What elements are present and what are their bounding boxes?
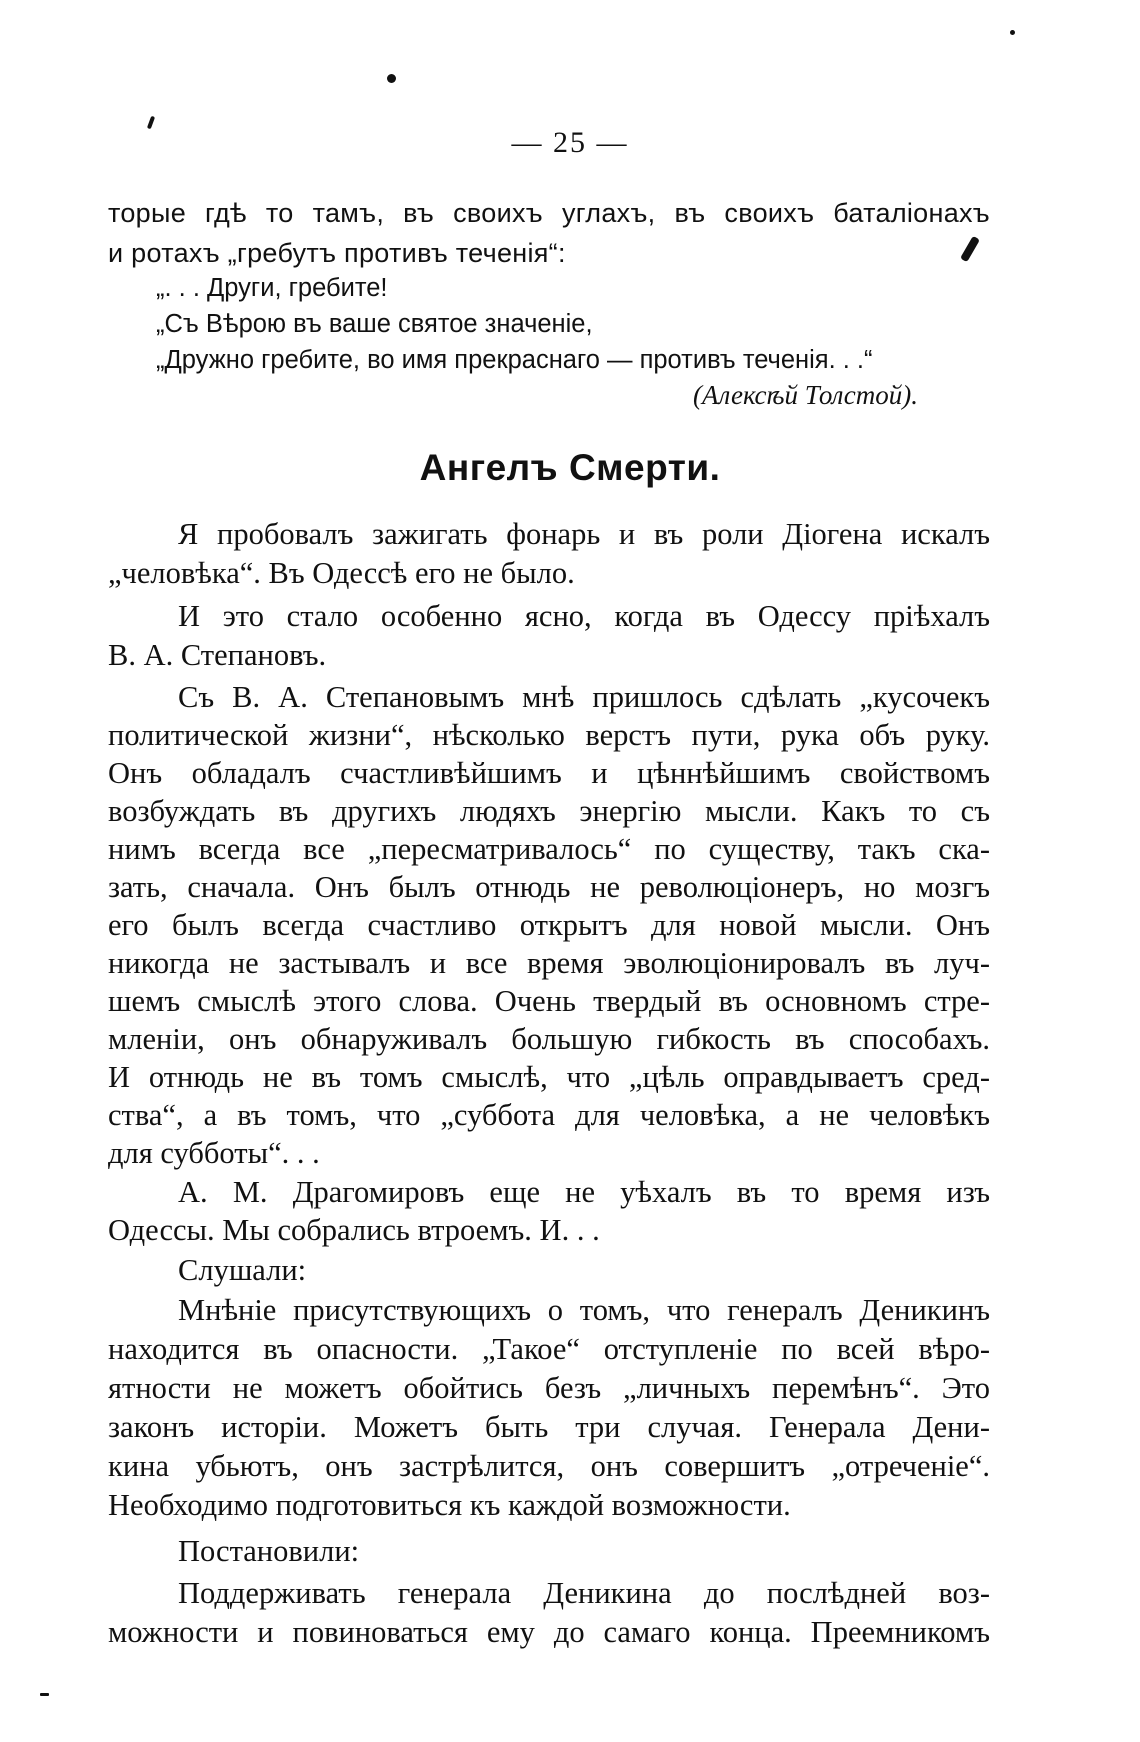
- intro-line-1: торые гдѣ то тамъ, въ своихъ углахъ, въ своихъ баталіонахъ: [108, 198, 990, 228]
- p4-line-2: Одессы. Мы собрались втроемъ. И. . .: [108, 1213, 600, 1247]
- p3-line-4: возбуждать въ другихъ людяхъ энергію мысли. Какъ то съ: [108, 794, 990, 828]
- p2-line-2: В. А. Степановъ.: [108, 638, 327, 672]
- p5-line-4: законъ исторіи. Можетъ быть три случая. Генерала Дени-: [108, 1410, 990, 1444]
- p3-line-6: зать, сначала. Онъ былъ отнюдь не революціонеръ, но мозгъ: [108, 870, 990, 904]
- page-number: — 25 —: [511, 126, 629, 159]
- p2-line-1: И это стало особенно ясно, когда въ Одессу пріѣхалъ: [178, 599, 990, 633]
- p3-line-2: политической жизни“, нѣсколько верстъ пути, рука объ руку.: [108, 718, 990, 752]
- scan-speck: [387, 74, 396, 83]
- p5-line-1: Мнѣніе присутствующихъ о томъ, что генералъ Деникинъ: [178, 1293, 990, 1327]
- p3-line-8: никогда не застывалъ и все время эволюціонировалъ въ луч-: [108, 946, 990, 980]
- scan-speck: [1010, 30, 1015, 35]
- p3-line-12: ства“, а въ томъ, что „суббота для человѣка, а не человѣкъ: [108, 1098, 990, 1132]
- p3-line-1: Съ В. А. Степановымъ мнѣ пришлось сдѣлать „кусочекъ: [178, 680, 990, 714]
- p6-line-2: можности и повиноваться ему до самаго конца. Преемникомъ: [108, 1615, 990, 1649]
- section-title: Ангелъ Смерти.: [419, 447, 721, 488]
- p1-line-1: Я пробовалъ зажигать фонарь и въ роли Діогена искалъ: [178, 517, 990, 551]
- p6-line-1: Поддерживать генерала Деникина до послѣдней воз-: [178, 1576, 990, 1610]
- poem-line-3: „Дружно гребите, во имя прекраснаго — противъ теченія. . .“: [156, 346, 873, 374]
- p3-line-7: его былъ всегда счастливо открытъ для новой мысли. Онъ: [108, 908, 990, 942]
- p5-line-6: Необходимо подготовиться къ каждой возможности.: [108, 1488, 791, 1522]
- p4-line-1: А. М. Драгомировъ еще не уѣхалъ въ то время изъ: [178, 1175, 990, 1209]
- p3-line-3: Онъ обладалъ счастливѣйшимъ и цѣннѣйшимъ свойствомъ: [108, 756, 990, 790]
- poem-line-1: „. . . Други, гребите!: [156, 274, 388, 302]
- p5-line-5: кина убьютъ, онъ застрѣлится, онъ совершитъ „отреченіе“.: [108, 1449, 990, 1483]
- p3-line-10: мленіи, онъ обнаруживалъ большую гибкость въ способахъ.: [108, 1022, 990, 1056]
- heard-label: Слушали:: [178, 1253, 307, 1287]
- p1-line-2: „человѣка“. Въ Одессѣ его не было.: [108, 556, 575, 590]
- p3-line-5: нимъ всегда все „пересматривалось“ по существу, такъ ска-: [108, 832, 990, 866]
- p3-line-11: И отнюдь не въ томъ смыслѣ, что „цѣль оправдываетъ сред-: [108, 1060, 990, 1094]
- p5-line-2: находится въ опасности. „Такое“ отступленіе по всей вѣро-: [108, 1332, 990, 1366]
- intro-line-2: и ротахъ „гребутъ противъ теченія“:: [108, 238, 566, 268]
- p3-line-9: шемъ смыслѣ этого слова. Очень твердый въ основномъ стре-: [108, 984, 990, 1018]
- scan-speck: [40, 1693, 49, 1696]
- p5-line-3: ятности не можетъ обойтись безъ „личныхъ перемѣнъ“. Это: [108, 1371, 990, 1405]
- poem-line-2: „Съ Вѣрою въ ваше святое значеніе,: [156, 310, 593, 338]
- p3-line-13: для субботы“. . .: [108, 1136, 320, 1170]
- resolved-label: Постановили:: [178, 1534, 360, 1568]
- poem-author: (Алексѣй Толстой).: [693, 380, 918, 410]
